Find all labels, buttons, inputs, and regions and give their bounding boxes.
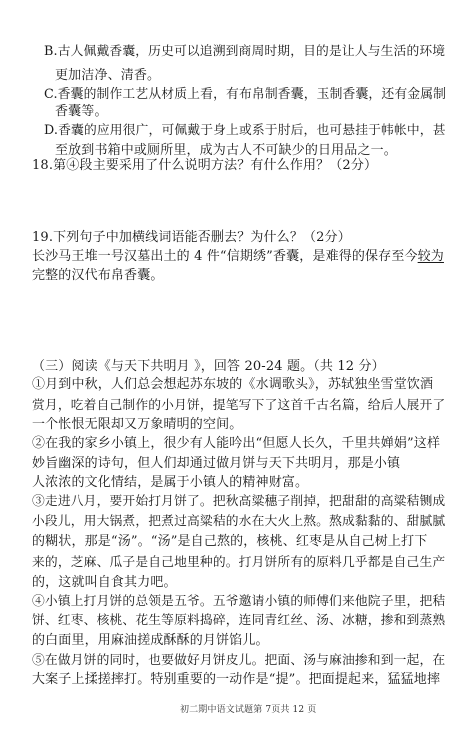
passage-line: ④小镇上打月饼的总领是五爷。五爷邀请小镇的师傅们来他院子里，把秸 — [32, 594, 446, 609]
underlined-phrase: 较为 — [417, 249, 444, 264]
passage-line: 饼、红枣、核桃、花生等原料捣碎，连同青红丝、汤、冰糖，掺和到蒸熟 — [32, 613, 446, 628]
passage-line: 来的，芝麻、瓜子是自己地里种的。打月饼所有的原料几乎都是自己生产 — [32, 555, 446, 570]
question-19-sentence-text: 长沙马王堆一号汉墓出土的 4 件“信期绣”香囊，是难得的保存至今 — [32, 249, 418, 264]
passage-line: ⑤在做月饼的同时，也要做好月饼皮儿。把面、汤与麻油掺和到一起，在 — [32, 653, 446, 668]
passage-line: ①月到中秋，人们总会想起苏东坡的《水调歌头》，苏轼独坐雪堂饮酒 — [32, 377, 434, 392]
passage-line: 一个怅恨无限却又万象晴明的空间。 — [32, 417, 243, 432]
question-19-sentence-line-1 — [32, 249, 444, 265]
option-d-line-1: D.香囊的应用很广，可佩戴于身上或系于肘后，也可悬挂于帏帐中，甚 — [44, 123, 446, 138]
question-19-sentence-line-2: 完整的汉代布帛香囊。 — [32, 268, 164, 283]
passage-line: 大案子上揉搓摔打。特别重要的一动作是“提”。把面提起来，猛猛地摔 — [32, 672, 441, 687]
option-c-line-1: C.香囊的制作工艺从材质上看，有布帛制香囊，玉制香囊，还有金属制 — [44, 87, 447, 102]
section-3-heading: （三）阅读《与天下共明月 》，回答 20-24 题。（共 12 分） — [32, 359, 385, 374]
passage-line: 妙旨幽深的诗句，但人们却通过做月饼与天下共明月，那是小镇 — [32, 456, 401, 471]
passage-line: 的糊状，那是“汤”。“汤”是自己熬的，核桃、红枣是从自己树上打下 — [32, 534, 428, 549]
passage-line: 赏月，吃着自己制作的小月饼，提笔写下了这首千古名篇，给后人展开了 — [32, 398, 446, 413]
passage-line: 的，这就叫自食其力吧。 — [32, 575, 177, 590]
page-footer: 初二期中语文试题第 7页共 12 页 — [180, 705, 317, 715]
passage-line: 人浓浓的文化情结，是属于小镇人的精神财富。 — [32, 475, 309, 490]
option-c-line-2: 香囊等。 — [55, 104, 108, 119]
passage-line: ②在我的家乡小镇上，很少有人能吟出“但愿人长久，千里共婵娟”这样 — [32, 436, 441, 451]
question-18: 18.第④段主要采用了什么说明方法？有什么作用？（2分） — [32, 158, 378, 173]
passage-line: ③走进八月，要开始打月饼了。把秋高粱穗子削掉，把甜甜的高粱秸铡成 — [32, 494, 446, 509]
question-19-title: 19.下列句子中加横线词语能否删去？为什么？（2分） — [32, 230, 351, 245]
option-b-line-2: 更加洁净、清香。 — [55, 68, 161, 83]
passage-line: 的白面里，用麻油搓成酥酥的月饼馅儿。 — [32, 633, 269, 648]
option-b-line-1: B.古人佩戴香囊，历史可以追溯到商周时期，目的是让人与生活的环境 — [44, 44, 446, 59]
option-d-line-2: 至放到书箱中或厕所里，成为古人不可缺少的日用品之一。 — [55, 143, 397, 158]
passage-line: 小段儿，用大锅煮，把煮过高粱秸的水在大火上熬。熬成黏黏的、甜腻腻 — [32, 514, 446, 529]
